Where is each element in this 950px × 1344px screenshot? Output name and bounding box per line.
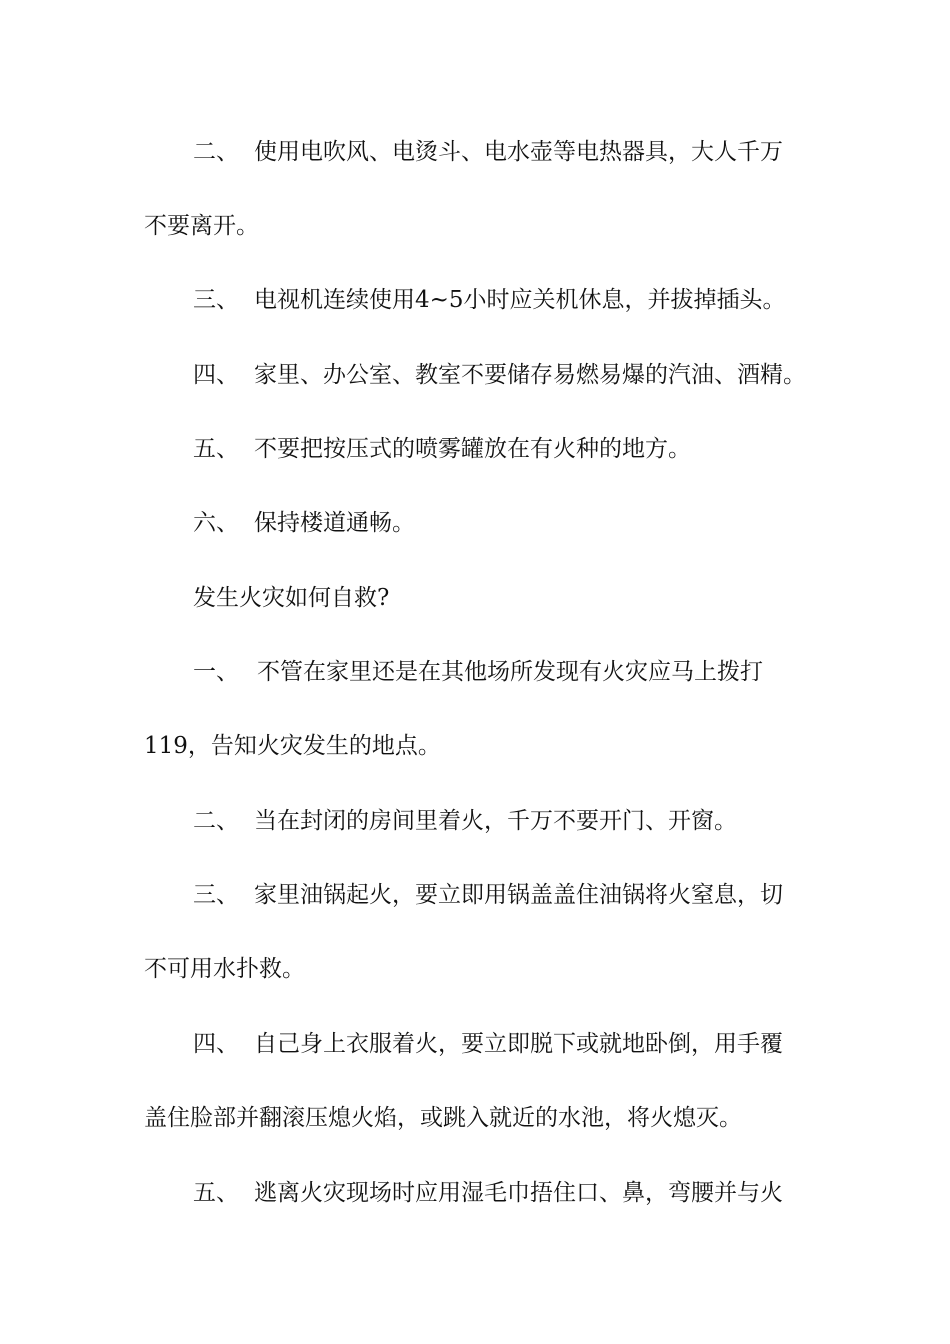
item-text: 保持楼道通畅。 [254,510,415,536]
item-number: 五、 [193,436,239,462]
item-text: 当在封闭的房间里着火，千万不要开门、开窗。 [254,808,737,834]
item-number: 四、 [193,362,239,388]
item-text: 家里、办公室、教室不要储存易燃易爆的汽油、酒精。 [254,362,806,388]
rescue-item-5 [0,1173,950,1213]
item-number: 三、 [193,882,239,908]
item-text: 自己身上衣服着火，要立即脱下或就地卧倒，用手覆 [254,1031,783,1057]
item-text: 家里油锅起火，要立即用锅盖盖住油锅将火窒息，切 [254,882,783,908]
item-number: 四、 [193,1031,239,1057]
rescue-item-1-continuation [0,726,950,766]
prevention-item-2-continuation [0,206,950,246]
rescue-item-2 [0,801,950,841]
item-text: 不管在家里还是在其他场所发现有火灾应马上拨打 [257,659,763,685]
item-text: 逃离火灾现场时应用湿毛巾捂住口、鼻，弯腰并与火 [254,1180,783,1206]
rescue-item-3-continuation [0,949,950,989]
item-number: 三、 [193,287,239,313]
prevention-item-5 [0,429,950,469]
item-text: 使用电吹风、电烫斗、电水壶等电热器具，大人千万 [254,139,783,165]
item-text: 不要把按压式的喷雾罐放在有火种的地方。 [254,436,691,462]
rescue-item-4 [0,1024,950,1064]
prevention-item-2 [0,132,950,172]
item-text-continuation: 不可用水扑救。 [144,956,305,982]
rescue-item-4-continuation [0,1098,950,1138]
rescue-item-1 [0,652,950,692]
item-text-continuation: 不要离开。 [144,213,259,239]
item-number: 五、 [193,1180,239,1206]
item-number: 六、 [193,510,239,536]
item-number: 二、 [193,139,239,165]
item-text-continuation: 盖住脸部并翻滚压熄火焰，或跳入就近的水池，将火熄灭。 [144,1105,742,1131]
item-text: 电视机连续使用4~5小时应关机休息，并拔掉插头。 [254,287,786,313]
prevention-item-4 [0,355,950,395]
item-number: 二、 [193,808,239,834]
section-heading-line [0,578,950,618]
prevention-item-3 [0,280,950,320]
item-number: 一、 [193,659,239,685]
prevention-item-6 [0,503,950,543]
section-heading: 发生火灾如何自救? [193,585,390,611]
item-text-continuation: 119，告知火灾发生的地点。 [144,733,441,759]
rescue-item-3 [0,875,950,915]
